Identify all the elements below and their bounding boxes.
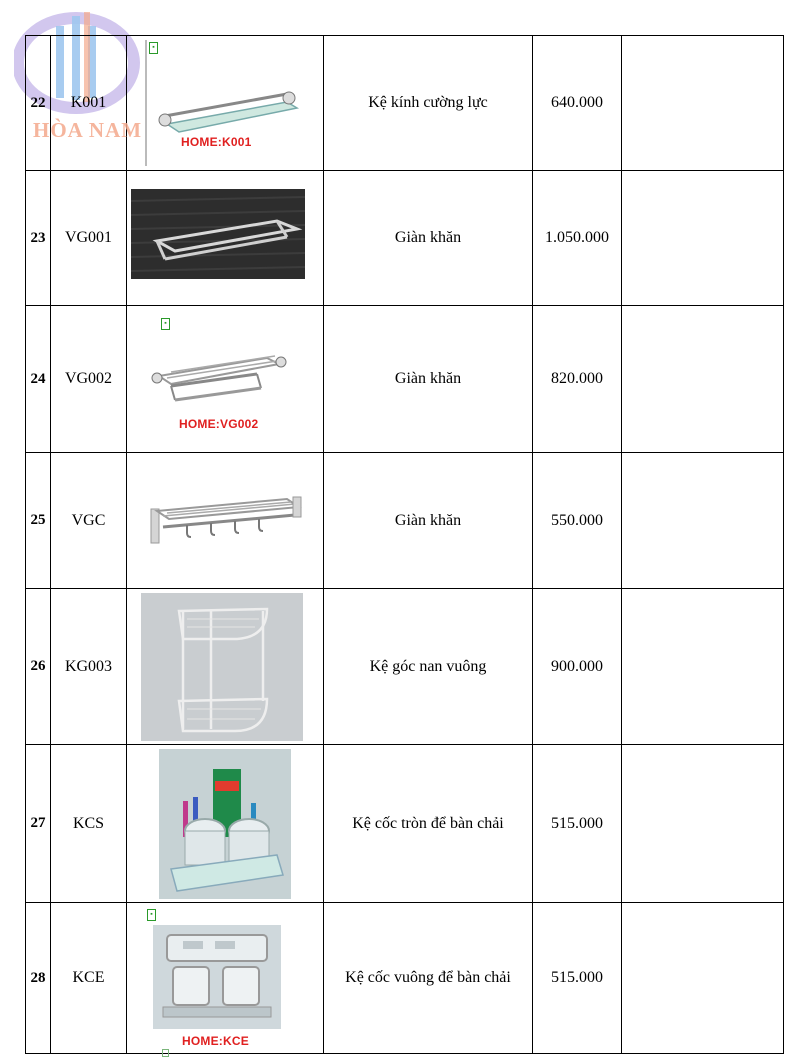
file-icon: ▪ [149,42,158,54]
table-row [26,453,784,589]
empty-cell [622,306,784,453]
file-icon: ▪ [147,909,156,921]
product-price: 550.000 [533,453,622,589]
towel-rack-photo [127,171,323,305]
product-label: HOME:VG002 [179,417,259,431]
square-cup-holder-image [127,903,323,1053]
product-name: Kệ cốc tròn để bàn chải [324,745,533,903]
table-row [26,589,784,745]
page-marker-icon [162,1049,169,1057]
product-name: Giàn khăn [324,453,533,589]
corner-shelf-photo [127,589,323,744]
product-price: 900.000 [533,589,622,745]
product-table [25,35,784,1054]
row-number: 28 [26,903,51,1054]
table-row [26,36,784,171]
empty-cell [622,453,784,589]
row-number: 22 [26,36,51,171]
product-code: VGC [51,453,127,589]
row-number: 27 [26,745,51,903]
product-image-cell [127,903,324,1054]
product-name: Giàn khăn [324,306,533,453]
product-label: HOME:KCE [182,1034,249,1048]
product-name: Kệ cốc vuông để bàn chải [324,903,533,1054]
product-code: VG002 [51,306,127,453]
file-icon: ▪ [161,318,170,330]
product-image-cell [127,306,324,453]
product-image-cell [127,171,324,306]
table-row [26,306,784,453]
product-price: 1.050.000 [533,171,622,306]
table-row [26,745,784,903]
product-code: K001 [51,36,127,171]
row-number: 24 [26,306,51,453]
towel-rack-hooks-image [127,453,323,588]
product-code: KCE [51,903,127,1054]
product-code: KG003 [51,589,127,745]
product-price: 515.000 [533,745,622,903]
empty-cell [622,36,784,171]
row-number: 26 [26,589,51,745]
product-image-cell [127,36,324,171]
table-row [26,903,784,1054]
product-name: Giàn khăn [324,171,533,306]
product-name: Kệ kính cường lực [324,36,533,171]
product-code: VG001 [51,171,127,306]
product-price: 515.000 [533,903,622,1054]
product-name: Kệ góc nan vuông [324,589,533,745]
row-number: 23 [26,171,51,306]
empty-cell [622,745,784,903]
empty-cell [622,589,784,745]
cup-holder-photo [127,745,323,902]
logo-brand-text: HÒA NAM [33,118,143,142]
empty-cell [622,171,784,306]
empty-cell [622,903,784,1054]
product-code: KCS [51,745,127,903]
product-label: HOME:K001 [181,135,252,149]
product-image-cell [127,453,324,589]
row-number: 25 [26,453,51,589]
product-price: 820.000 [533,306,622,453]
product-image-cell [127,745,324,903]
glass-shelf-image [127,36,323,170]
product-image-cell [127,589,324,745]
table-row [26,171,784,306]
product-price: 640.000 [533,36,622,171]
